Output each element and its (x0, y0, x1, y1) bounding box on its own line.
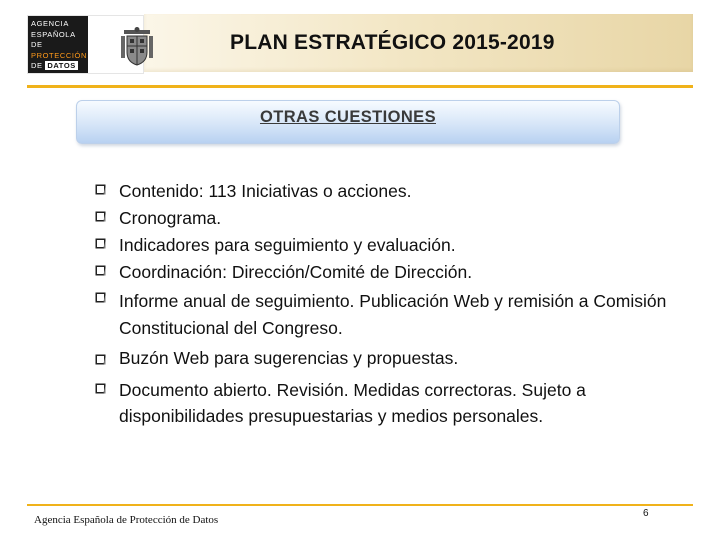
logo-wordmark (28, 16, 88, 73)
logo-line-2: ESPAÑOLA DE (31, 29, 76, 49)
footer-divider (27, 504, 693, 506)
list-item: Indicadores para seguimiento y evaluación. (119, 235, 456, 255)
header-divider (27, 85, 693, 88)
section-heading-box (76, 100, 620, 144)
coat-of-arms-icon (116, 26, 158, 68)
logo-line-3: PROTECCIÓN (31, 50, 88, 60)
section-title: OTRAS CUESTIONES (259, 108, 436, 126)
logo-line-1: AGENCIA (31, 19, 69, 28)
page-number: 6 (643, 508, 649, 519)
list-item: Cronograma. (119, 208, 222, 228)
logo-line-5: DATOS (47, 61, 76, 70)
checkbox-square-icon (95, 184, 106, 195)
checkbox-square-icon (95, 265, 106, 276)
checkbox-square-icon (95, 354, 106, 365)
checkbox-square-icon (95, 383, 106, 394)
footer-organization: Agencia Española de Protección de Datos (34, 514, 219, 526)
checkbox-square-icon (95, 292, 106, 303)
page-title: PLAN ESTRATÉGICO 2015-2019 (230, 31, 555, 54)
list-item: Contenido: 113 Iniciativas o acciones. (119, 181, 412, 201)
list-item: Buzón Web para sugerencias y propuestas. (119, 348, 459, 368)
list-item: Informe anual de seguimiento. Publicación Web y remisión a Comisión Constitucional del Congreso. (119, 291, 667, 338)
list-item: Coordinación: Dirección/Comité de Dirección. (119, 262, 473, 282)
checkbox-square-icon (95, 211, 106, 222)
checkbox-square-icon (95, 238, 106, 249)
agency-logo (27, 15, 144, 74)
list-item: Documento abierto. Revisión. Medidas correctoras. Sujeto a disponibilidades presupuestarias y medios personales. (119, 380, 586, 426)
logo-line-4: DE (31, 61, 43, 70)
